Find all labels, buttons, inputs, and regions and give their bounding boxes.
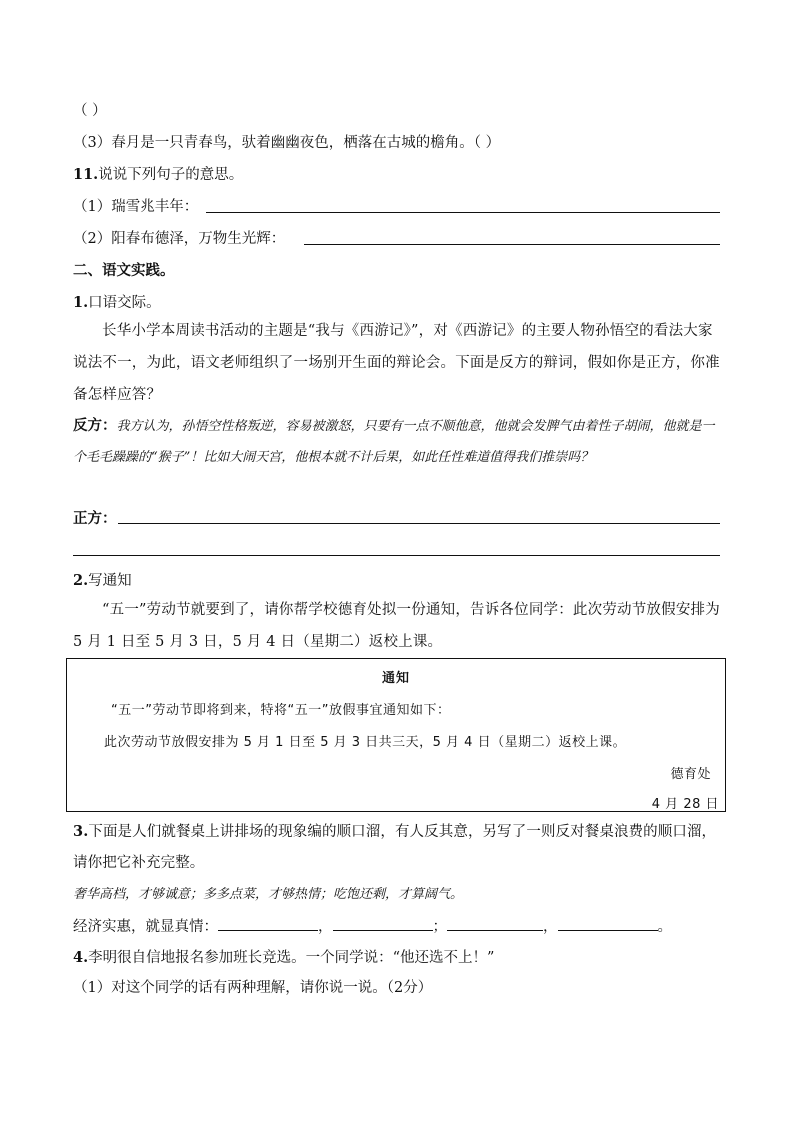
oral-question-title: 口语交际。 [88, 295, 161, 311]
con-text: 我方认为，孙悟空性格叛逆，容易被激怒，只要有一点不顺他意，他就会发脾气由着性子胡闹，他就是一个毛毛躁躁的“猴子”！比如大闹天宫，他根本就不计后果，如此任性难道值得我们推崇吗？ [73, 419, 715, 465]
pro-answer-line-2[interactable] [73, 555, 720, 556]
notice-box [66, 658, 726, 812]
notice-line-1: “五一”劳动节即将到来，特将“五一”放假事宜通知如下： [111, 703, 451, 718]
notice-signer: 德育处 [670, 767, 711, 782]
pro-label: 正方： [73, 510, 117, 527]
q11-item-1-label: （1）瑞雪兆丰年： [73, 199, 199, 215]
blank-2[interactable] [333, 916, 433, 931]
notice-question-title: 写通知 [88, 573, 132, 589]
notice-title: 通知 [381, 671, 410, 686]
question-11-text: 说说下列句子的意思。 [98, 167, 244, 183]
oral-question-paragraph: 长华小学本周读书活动的主题是“我与《西游记》”，对《西游记》的主要人物孙悟空的看法大家说法不一，为此，语文老师组织了一场别开生面的辩论会。下面是反方的辩词，假如你是正方，你准备怎样应答？ [73, 323, 720, 403]
question-3-sentence: （3）春月是一只青春鸟，驮着幽幽夜色，栖落在古城的檐角。（ ） [73, 135, 501, 151]
notice-question [73, 571, 132, 591]
con-label: 反方： [73, 417, 117, 434]
pro-answer-line-1[interactable] [118, 523, 720, 524]
notice-question-paragraph: “五一”劳动节就要到了，请你帮学校德育处拟一份通知，告诉各位同学：此次劳动节放假安排为 5 月 1 日至 5 月 3 日，5 月 4 日（星期二）返校上课。 [73, 602, 720, 650]
oral-question [73, 293, 161, 313]
question-3-paragraph [73, 816, 725, 879]
section-heading: 二、语文实践。 [73, 262, 175, 279]
question-3-text: 下面是人们就餐桌上讲排场的现象编的顺口溜，有人反其意，另写了一则反对餐桌浪费的顺口溜，请你把它补充完整。 [73, 824, 717, 871]
question-3-rhyme: 奢华高档，才够诚意；多多点菜，才够热情；吃饱还剩，才算阔气。 [73, 887, 464, 902]
notice-line-2: 此次劳动节放假安排为 5 月 1 日至 5 月 3 日共三天，5 月 4 日（星期二）返校上课。 [104, 735, 627, 750]
blank-1[interactable] [218, 916, 318, 931]
oral-question-number: 1. [73, 294, 89, 311]
q11-item-2-answer-line[interactable] [304, 244, 720, 245]
question-4 [73, 948, 494, 968]
q11-item-2-label: （2）阳春布德泽，万物生光辉： [73, 231, 286, 247]
question-4-sub-1: （1）对这个同学的话有两种理解，请你说一说。（2分） [73, 980, 433, 996]
blank-end: 。 [657, 919, 672, 935]
blank-4[interactable] [558, 916, 658, 931]
question-11 [73, 165, 243, 185]
con-argument [73, 410, 723, 473]
notice-question-number: 2. [73, 572, 89, 589]
question-4-text: 李明很自信地报名参加班长竞选。一个同学说：“他还选不上！” [88, 950, 495, 966]
blank-separator: ， [543, 919, 558, 935]
blank-3[interactable] [447, 916, 543, 931]
question-3-fill-in [73, 916, 672, 937]
answer-parens: （ ） [73, 103, 107, 119]
fill-prefix: 经济实惠，就显真情： [73, 919, 218, 935]
blank-separator: ， [318, 919, 333, 935]
blank-separator: ； [432, 919, 447, 935]
question-4-number: 4. [73, 949, 89, 966]
question-3-number: 3. [73, 823, 89, 840]
q11-item-1-answer-line[interactable] [206, 212, 720, 213]
question-11-number: 11. [73, 166, 99, 183]
notice-date: 4 月 28 日 [651, 797, 719, 812]
